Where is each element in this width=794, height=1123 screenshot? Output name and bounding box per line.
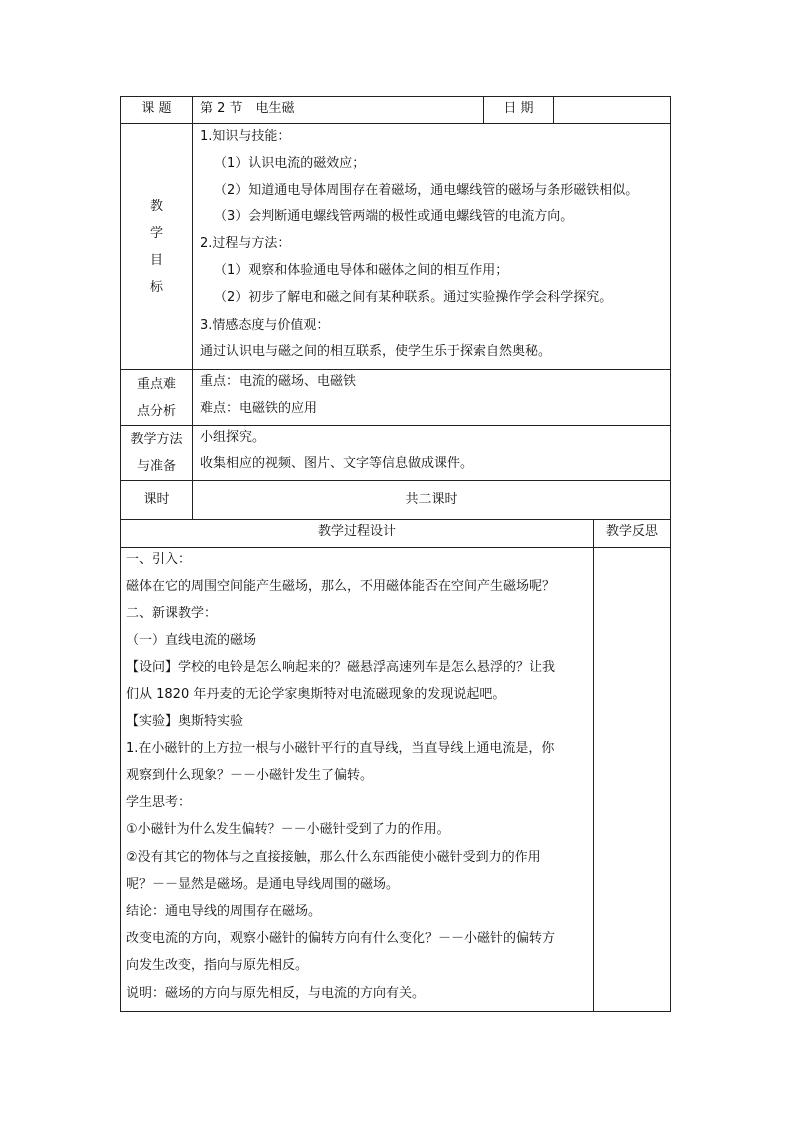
process-line: 观察到什么现象？－－小磁针发生了偏转。	[126, 768, 374, 783]
methods-label-line: 教学方法	[130, 432, 183, 447]
process-line: 1.在小磁针的上方拉一根与小磁针平行的直导线，当直导线上通电流是，你	[126, 741, 555, 756]
process-line: 改变电流的方向，观察小磁针的偏转方向有什么变化？－－小磁针的偏转方	[126, 931, 556, 946]
method-line: 收集相应的视频、图片、文字等信息做成课件。	[200, 456, 474, 471]
process-line: 磁体在它的周围空间能产生磁场，那么，不用磁体能否在空间产生磁场呢？	[126, 579, 556, 594]
reflection-content-cell	[593, 547, 671, 1012]
process-line: 一、引入：	[126, 552, 192, 567]
process-line: ②没有其它的物体与之直接接触，那么什么东西能使小磁针受到力的作用	[126, 850, 541, 865]
date-label: 日 期	[503, 101, 534, 116]
method-line: 小组探究。	[200, 430, 266, 445]
objective-line: （1）认识电流的磁效应；	[214, 156, 366, 171]
objective-line: 通过认识电与磁之间的相互联系，使学生乐于探索自然奥秘。	[200, 344, 552, 359]
difficult-point-line: 难点：电磁铁的应用	[200, 401, 318, 416]
objective-line: 2.过程与方法：	[200, 236, 291, 251]
key-points-label-line: 点分析	[136, 403, 176, 419]
process-line: 们从 1820 年丹麦的无论学家奥斯特对电流磁现象的发现说起吧。	[126, 687, 506, 702]
process-line: 学生思考：	[126, 795, 192, 810]
objective-line: （2）知道通电导体周围存在着磁场，通电螺线管的磁场与条形磁铁相似。	[214, 183, 639, 198]
objective-line: 3.情感态度与价值观：	[200, 318, 330, 333]
date-value-cell	[553, 96, 671, 124]
objective-line: （1）观察和体验通电导体和磁体之间的相互作用；	[214, 263, 509, 278]
key-points-label-line: 重点难	[136, 376, 176, 392]
process-line: 呢？－－显然是磁场。是通电导线周围的磁场。	[126, 877, 400, 892]
objectives-label-char: 教	[149, 198, 163, 214]
periods-value: 共二课时	[405, 492, 458, 507]
objective-line: （2）初步了解电和磁之间有某种联系。通过实验操作学会科学探究。	[214, 290, 613, 305]
objective-line: （3）会判断通电螺线管两端的极性或通电螺线管的电流方向。	[214, 209, 574, 224]
reflection-header: 教学反思	[605, 524, 658, 539]
periods-label: 课时	[143, 492, 170, 507]
process-line: （一）直线电流的磁场	[126, 633, 257, 648]
process-header: 教学过程设计	[317, 524, 396, 539]
process-line: 二、新课教学：	[126, 606, 218, 621]
topic-label: 课 题	[141, 101, 172, 116]
topic-value: 第 2 节 电生磁	[200, 101, 295, 116]
objectives-label-char: 标	[149, 279, 163, 295]
process-line: 结论：通电导线的周围存在磁场。	[126, 904, 322, 919]
key-points-label	[120, 369, 193, 426]
process-line: 【设问】学校的电铃是怎么响起来的？磁悬浮高速列车是怎么悬浮的？让我	[126, 660, 556, 675]
methods-label	[120, 425, 193, 481]
key-point-line: 重点：电流的磁场、电磁铁	[200, 374, 357, 389]
methods-label-line: 与准备	[136, 459, 176, 474]
process-line: ①小磁针为什么发生偏转？－－小磁针受到了力的作用。	[126, 822, 450, 837]
objectives-label-char: 目	[149, 252, 163, 268]
objectives-label-char: 学	[149, 225, 163, 241]
objective-line: 1.知识与技能：	[200, 129, 291, 144]
process-line: 说明：磁场的方向与原先相反，与电流的方向有关。	[126, 986, 426, 1001]
objectives-label	[120, 123, 193, 370]
process-line: 【实验】奥斯特实验	[126, 714, 244, 729]
process-line: 向发生改变，指向与原先相反。	[126, 958, 309, 973]
